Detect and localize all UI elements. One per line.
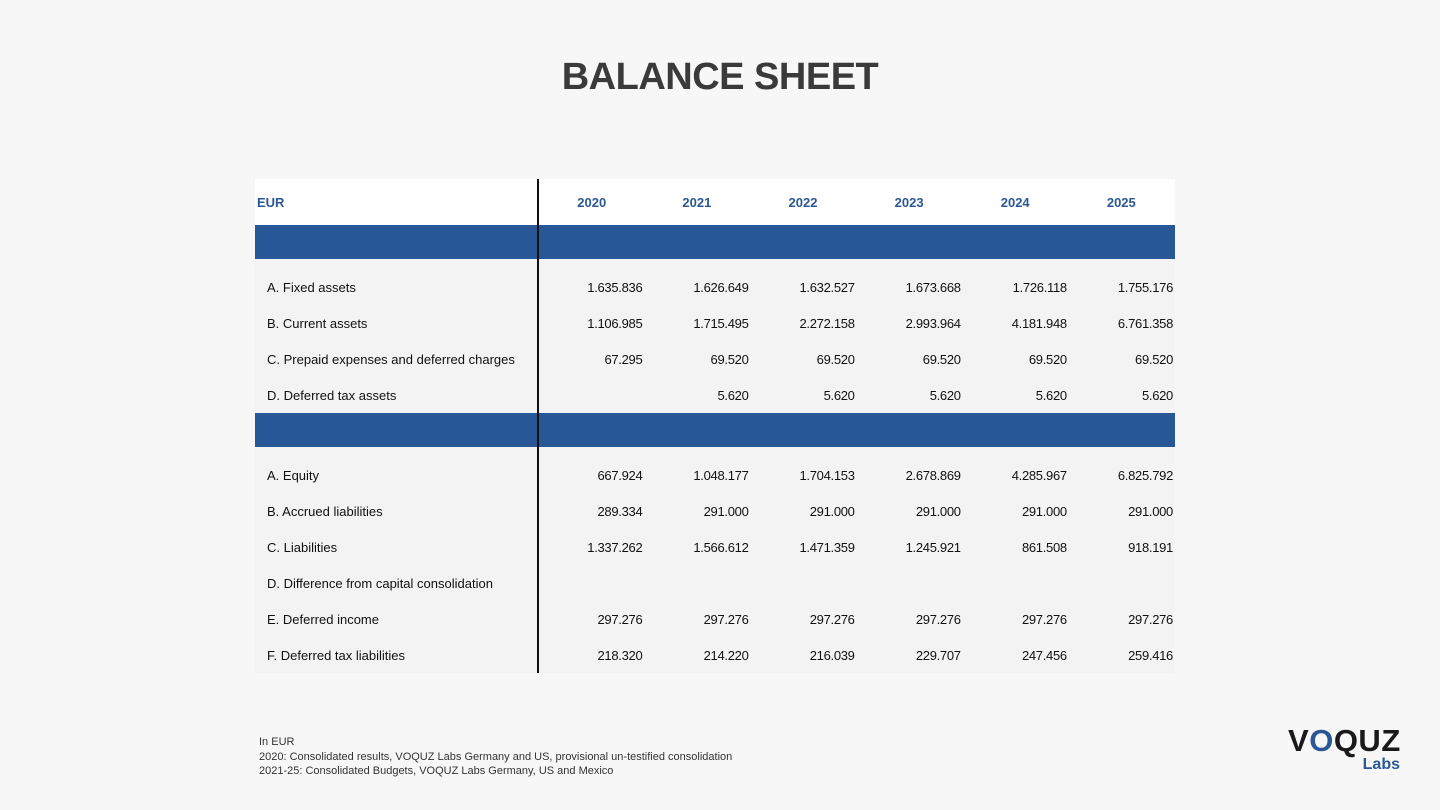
table-row (255, 305, 1175, 341)
footnote: 2020: Consolidated results, VOQUZ Labs Germany and US, provisional un-testified consolidation (259, 750, 733, 763)
value-cell (1069, 565, 1175, 601)
year-header: 2021 (644, 179, 750, 225)
value-cell: 297.276 (1069, 601, 1175, 637)
value-cell: 291.000 (1069, 493, 1175, 529)
year-header: 2022 (751, 179, 857, 225)
value-cell: 6.825.792 (1069, 457, 1175, 493)
row-label: C. Liabilities (255, 529, 538, 565)
value-cell: 1.626.649 (644, 269, 750, 305)
year-header: 2024 (963, 179, 1069, 225)
value-cell: 216.039 (751, 637, 857, 673)
table-row (255, 269, 1175, 305)
row-label: A. Equity (255, 457, 538, 493)
value-cell: 5.620 (751, 377, 857, 413)
assets-section-band (255, 225, 1175, 259)
footnotes (259, 735, 732, 779)
value-cell (644, 565, 750, 601)
row-label: B. Accrued liabilities (255, 493, 538, 529)
value-cell: 861.508 (963, 529, 1069, 565)
value-cell: 289.334 (538, 493, 644, 529)
value-cell (857, 565, 963, 601)
value-cell: 918.191 (1069, 529, 1175, 565)
year-header: 2023 (857, 179, 963, 225)
value-cell: 1.726.118 (963, 269, 1069, 305)
row-label: A. Fixed assets (255, 269, 538, 305)
value-cell: 69.520 (1069, 341, 1175, 377)
table-row (255, 493, 1175, 529)
row-label: F. Deferred tax liabilities (255, 637, 538, 673)
value-cell: 297.276 (857, 601, 963, 637)
value-cell (538, 565, 644, 601)
value-cell: 1.715.495 (644, 305, 750, 341)
row-label: C. Prepaid expenses and deferred charges (255, 341, 538, 377)
value-cell: 247.456 (963, 637, 1069, 673)
value-cell: 4.285.967 (963, 457, 1069, 493)
section-band-cell (538, 413, 1175, 447)
table-row (255, 601, 1175, 637)
value-cell: 2.678.869 (857, 457, 963, 493)
value-cell: 1.704.153 (751, 457, 857, 493)
value-cell: 297.276 (751, 601, 857, 637)
value-cell: 297.276 (963, 601, 1069, 637)
value-cell: 2.993.964 (857, 305, 963, 341)
value-cell: 2.272.158 (751, 305, 857, 341)
table-row (255, 341, 1175, 377)
table-row (255, 377, 1175, 413)
value-cell: 1.245.921 (857, 529, 963, 565)
row-label: D. Deferred tax assets (255, 377, 538, 413)
value-cell: 229.707 (857, 637, 963, 673)
year-header: 2020 (538, 179, 644, 225)
footnote: In EUR (259, 736, 295, 748)
value-cell: 297.276 (538, 601, 644, 637)
value-cell: 67.295 (538, 341, 644, 377)
value-cell: 214.220 (644, 637, 750, 673)
table-header-row (255, 179, 1175, 225)
value-cell: 291.000 (644, 493, 750, 529)
value-cell: 1.048.177 (644, 457, 750, 493)
balance-sheet-table (255, 179, 1175, 673)
value-cell: 5.620 (857, 377, 963, 413)
liabilities-section-band (255, 413, 1175, 447)
row-label: B. Current assets (255, 305, 538, 341)
logo-subtitle: Labs (1362, 756, 1400, 773)
value-cell: 667.924 (538, 457, 644, 493)
table-row (255, 529, 1175, 565)
value-cell: 218.320 (538, 637, 644, 673)
value-cell: 5.620 (644, 377, 750, 413)
footnote: 2021-25: Consolidated Budgets, VOQUZ Labs Germany, US and Mexico (259, 765, 614, 777)
value-cell: 69.520 (857, 341, 963, 377)
value-cell: 69.520 (963, 341, 1069, 377)
section-band-cell (255, 413, 538, 447)
value-cell: 4.181.948 (963, 305, 1069, 341)
value-cell: 1.471.359 (751, 529, 857, 565)
voquz-logo (1288, 724, 1400, 776)
value-cell: 291.000 (751, 493, 857, 529)
year-header: 2025 (1069, 179, 1175, 225)
table-row (255, 457, 1175, 493)
row-label: D. Difference from capital consolidation (255, 565, 538, 601)
table-row (255, 637, 1175, 673)
value-cell: 291.000 (857, 493, 963, 529)
value-cell (538, 377, 644, 413)
value-cell: 1.632.527 (751, 269, 857, 305)
value-cell: 5.620 (963, 377, 1069, 413)
value-cell: 6.761.358 (1069, 305, 1175, 341)
value-cell: 1.337.262 (538, 529, 644, 565)
value-cell: 1.566.612 (644, 529, 750, 565)
value-cell: 69.520 (644, 341, 750, 377)
value-cell: 297.276 (644, 601, 750, 637)
value-cell: 291.000 (963, 493, 1069, 529)
value-cell: 1.673.668 (857, 269, 963, 305)
value-cell: 69.520 (751, 341, 857, 377)
value-cell: 259.416 (1069, 637, 1175, 673)
value-cell (751, 565, 857, 601)
value-cell: 5.620 (1069, 377, 1175, 413)
value-cell (963, 565, 1069, 601)
spacer-row (255, 447, 1175, 457)
currency-header: EUR (255, 179, 538, 225)
value-cell: 1.635.836 (538, 269, 644, 305)
table-row (255, 565, 1175, 601)
logo-wordmark: VOQUZ (1288, 723, 1401, 758)
value-cell: 1.755.176 (1069, 269, 1175, 305)
value-cell: 1.106.985 (538, 305, 644, 341)
spacer-row (255, 259, 1175, 269)
row-label: E. Deferred income (255, 601, 538, 637)
page-title: BALANCE SHEET (561, 56, 879, 98)
section-band-cell (255, 225, 538, 259)
section-band-cell (538, 225, 1175, 259)
